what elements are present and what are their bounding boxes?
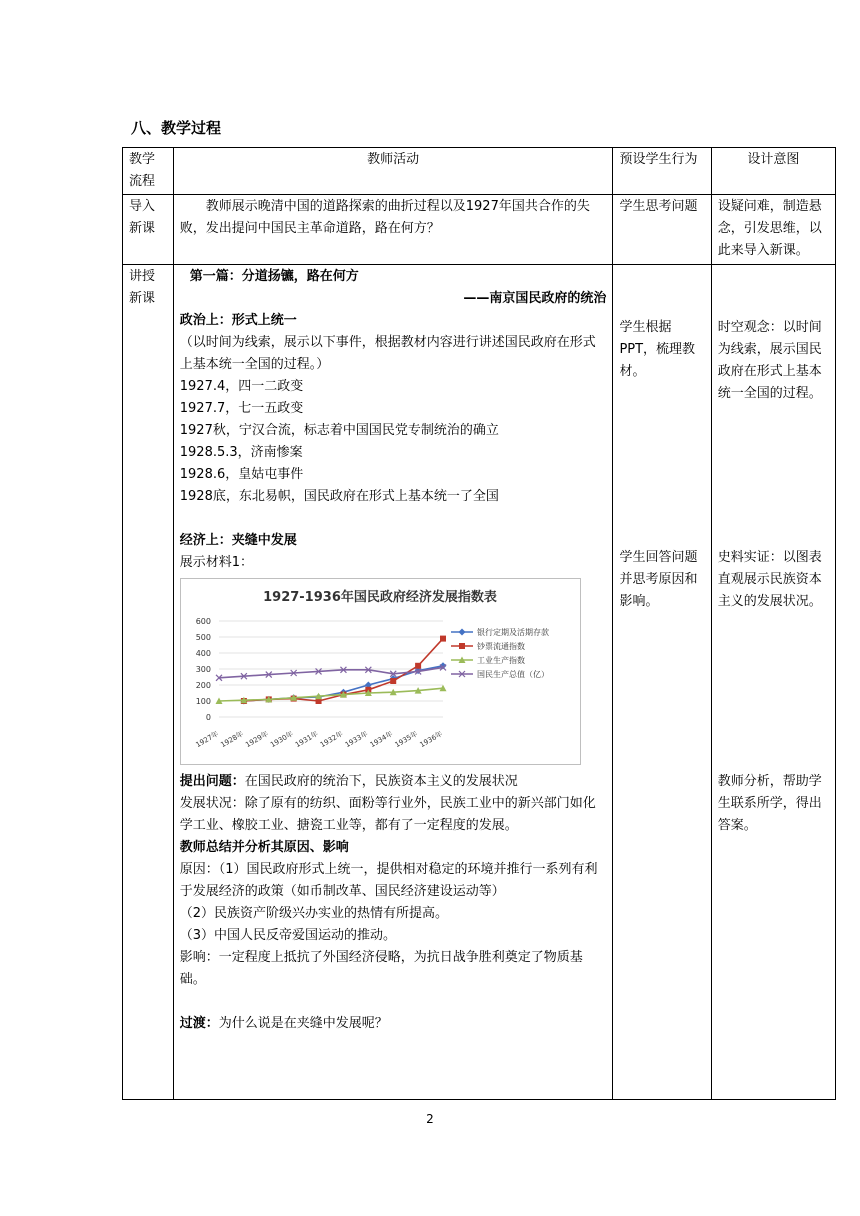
legend-label: 工业生产指数 [476, 656, 525, 665]
economy-heading: 经济上：夹缝中发展 [179, 533, 297, 548]
intro-intent: 设疑问难，制造悬念，引发思维，以此来导入新课。 [711, 195, 835, 265]
part-subtitle: ——南京国民政府的统治 [463, 291, 607, 306]
main-student [613, 265, 711, 1100]
x-tick-label: 1927年 [194, 729, 220, 750]
main-row [123, 265, 836, 1100]
main-flow: 讲授新课 [123, 265, 174, 1100]
chart-title: 1927-1936年国民政府经济发展指数表 [262, 590, 497, 605]
data-point [458, 629, 465, 636]
question-label: 提出问题： [179, 774, 245, 789]
economic-index-chart [180, 578, 581, 765]
reason-2: （2）民族资产阶级兴办实业的热情有所提高。 [179, 906, 449, 921]
header-row [123, 148, 836, 195]
student-note-2: 学生回答问题并思考原因和影响。 [619, 550, 698, 609]
intro-flow: 导入新课 [123, 195, 174, 265]
header-flow: 教学流程 [123, 148, 174, 195]
summary-heading: 教师总结并分析其原因、影响 [179, 840, 349, 855]
question-text: 在国民政府的统治下，民族资本主义的发展状况 [244, 774, 518, 789]
part-title: 第一篇：分道扬镳，路在何方 [189, 269, 359, 284]
event-5: 1928.6，皇姑屯事件 [179, 467, 304, 482]
x-tick-label: 1933年 [343, 729, 370, 750]
series-line [219, 688, 443, 701]
politics-heading: 政治上：形式上统一 [179, 313, 297, 328]
intro-row [123, 195, 836, 265]
x-tick-label: 1934年 [368, 729, 394, 750]
y-tick-label: 600 [195, 617, 211, 626]
reason-1: 原因：（1）国民政府形式上统一，提供相对稳定的环境并推行一系列有利于发展经济的政策（如币制改革、国民经济建设运动等） [179, 862, 598, 899]
y-tick-label: 200 [195, 681, 211, 690]
intro-teacher: 教师展示晚清中国的道路探索的曲折过程以及1927年国共合作的失败，发出提问中国民主革命道路，路在何方？ [173, 195, 613, 265]
data-point [459, 643, 465, 649]
politics-intro: （以时间为线索，展示以下事件，根据教材内容进行讲述国民政府在形式上基本统一全国的过程。） [179, 335, 596, 372]
x-tick-label: 1935年 [393, 729, 419, 750]
x-tick-label: 1928年 [219, 729, 245, 750]
y-tick-label: 100 [195, 697, 211, 706]
x-tick-label: 1936年 [418, 729, 444, 750]
page-number: 2 [426, 1112, 434, 1126]
y-tick-label: 400 [195, 649, 211, 658]
data-point [440, 636, 446, 642]
x-tick-label: 1930年 [268, 729, 295, 750]
legend-label: 国民生产总值（亿） [476, 670, 549, 679]
x-tick-label: 1929年 [244, 729, 270, 750]
student-note-1: 学生根据PPT，梳理教材。 [619, 320, 696, 379]
data-point [390, 678, 396, 684]
event-4: 1928.5.3，济南惨案 [179, 445, 303, 460]
main-intent [711, 265, 835, 1100]
impact: 影响：一定程度上抵抗了外国经济侵略，为抗日战争胜利奠定了物质基础。 [179, 950, 583, 987]
intent-note-1: 时空观念：以时间为线索，展示国民政府在形式上基本统一全国的过程。 [717, 320, 822, 401]
reason-3: （3）中国人民反帝爱国运动的推动。 [179, 928, 397, 943]
header-teacher: 教师活动 [173, 148, 613, 195]
intent-note-2: 史料实证：以图表直观展示民族资本主义的发展状况。 [717, 550, 822, 609]
intro-student: 学生思考问题 [613, 195, 711, 265]
main-teacher [173, 265, 613, 1100]
legend-label: 银行定期及活期存款 [476, 628, 549, 637]
legend-label: 钞票流通指数 [476, 642, 525, 651]
event-3: 1927秋，宁汉合流，标志着中国国民党专制统治的确立 [179, 423, 499, 438]
material-label: 展示材料1： [179, 555, 254, 570]
transition [180, 1013, 607, 1035]
event-1: 1927.4，四一二政变 [179, 379, 304, 394]
event-2: 1927.7，七一五政变 [179, 401, 304, 416]
y-tick-label: 300 [195, 665, 211, 674]
teaching-process-table [122, 147, 836, 1100]
chart-svg [181, 579, 580, 764]
header-student: 预设学生行为 [613, 148, 711, 195]
header-intent: 设计意图 [711, 148, 835, 195]
transition-label: 过渡： [179, 1016, 219, 1031]
section-title: 八、教学过程 [131, 119, 222, 137]
intent-note-3: 教师分析，帮助学生联系所学，得出答案。 [717, 774, 822, 833]
transition-text: 为什么说是在夹缝中发展呢？ [218, 1016, 388, 1031]
y-tick-label: 500 [195, 633, 211, 642]
x-tick-label: 1932年 [318, 729, 345, 750]
y-tick-label: 0 [205, 713, 211, 722]
status-text: 发展状况：除了原有的纺织、面粉等行业外，民族工业中的新兴部门如化学工业、橡胶工业、搪瓷工业等，都有了一定程度的发展。 [179, 796, 596, 833]
question [180, 771, 607, 793]
data-point [415, 663, 421, 669]
event-6: 1928底，东北易帜，国民政府在形式上基本统一了全国 [179, 489, 499, 504]
x-tick-label: 1931年 [293, 729, 320, 750]
